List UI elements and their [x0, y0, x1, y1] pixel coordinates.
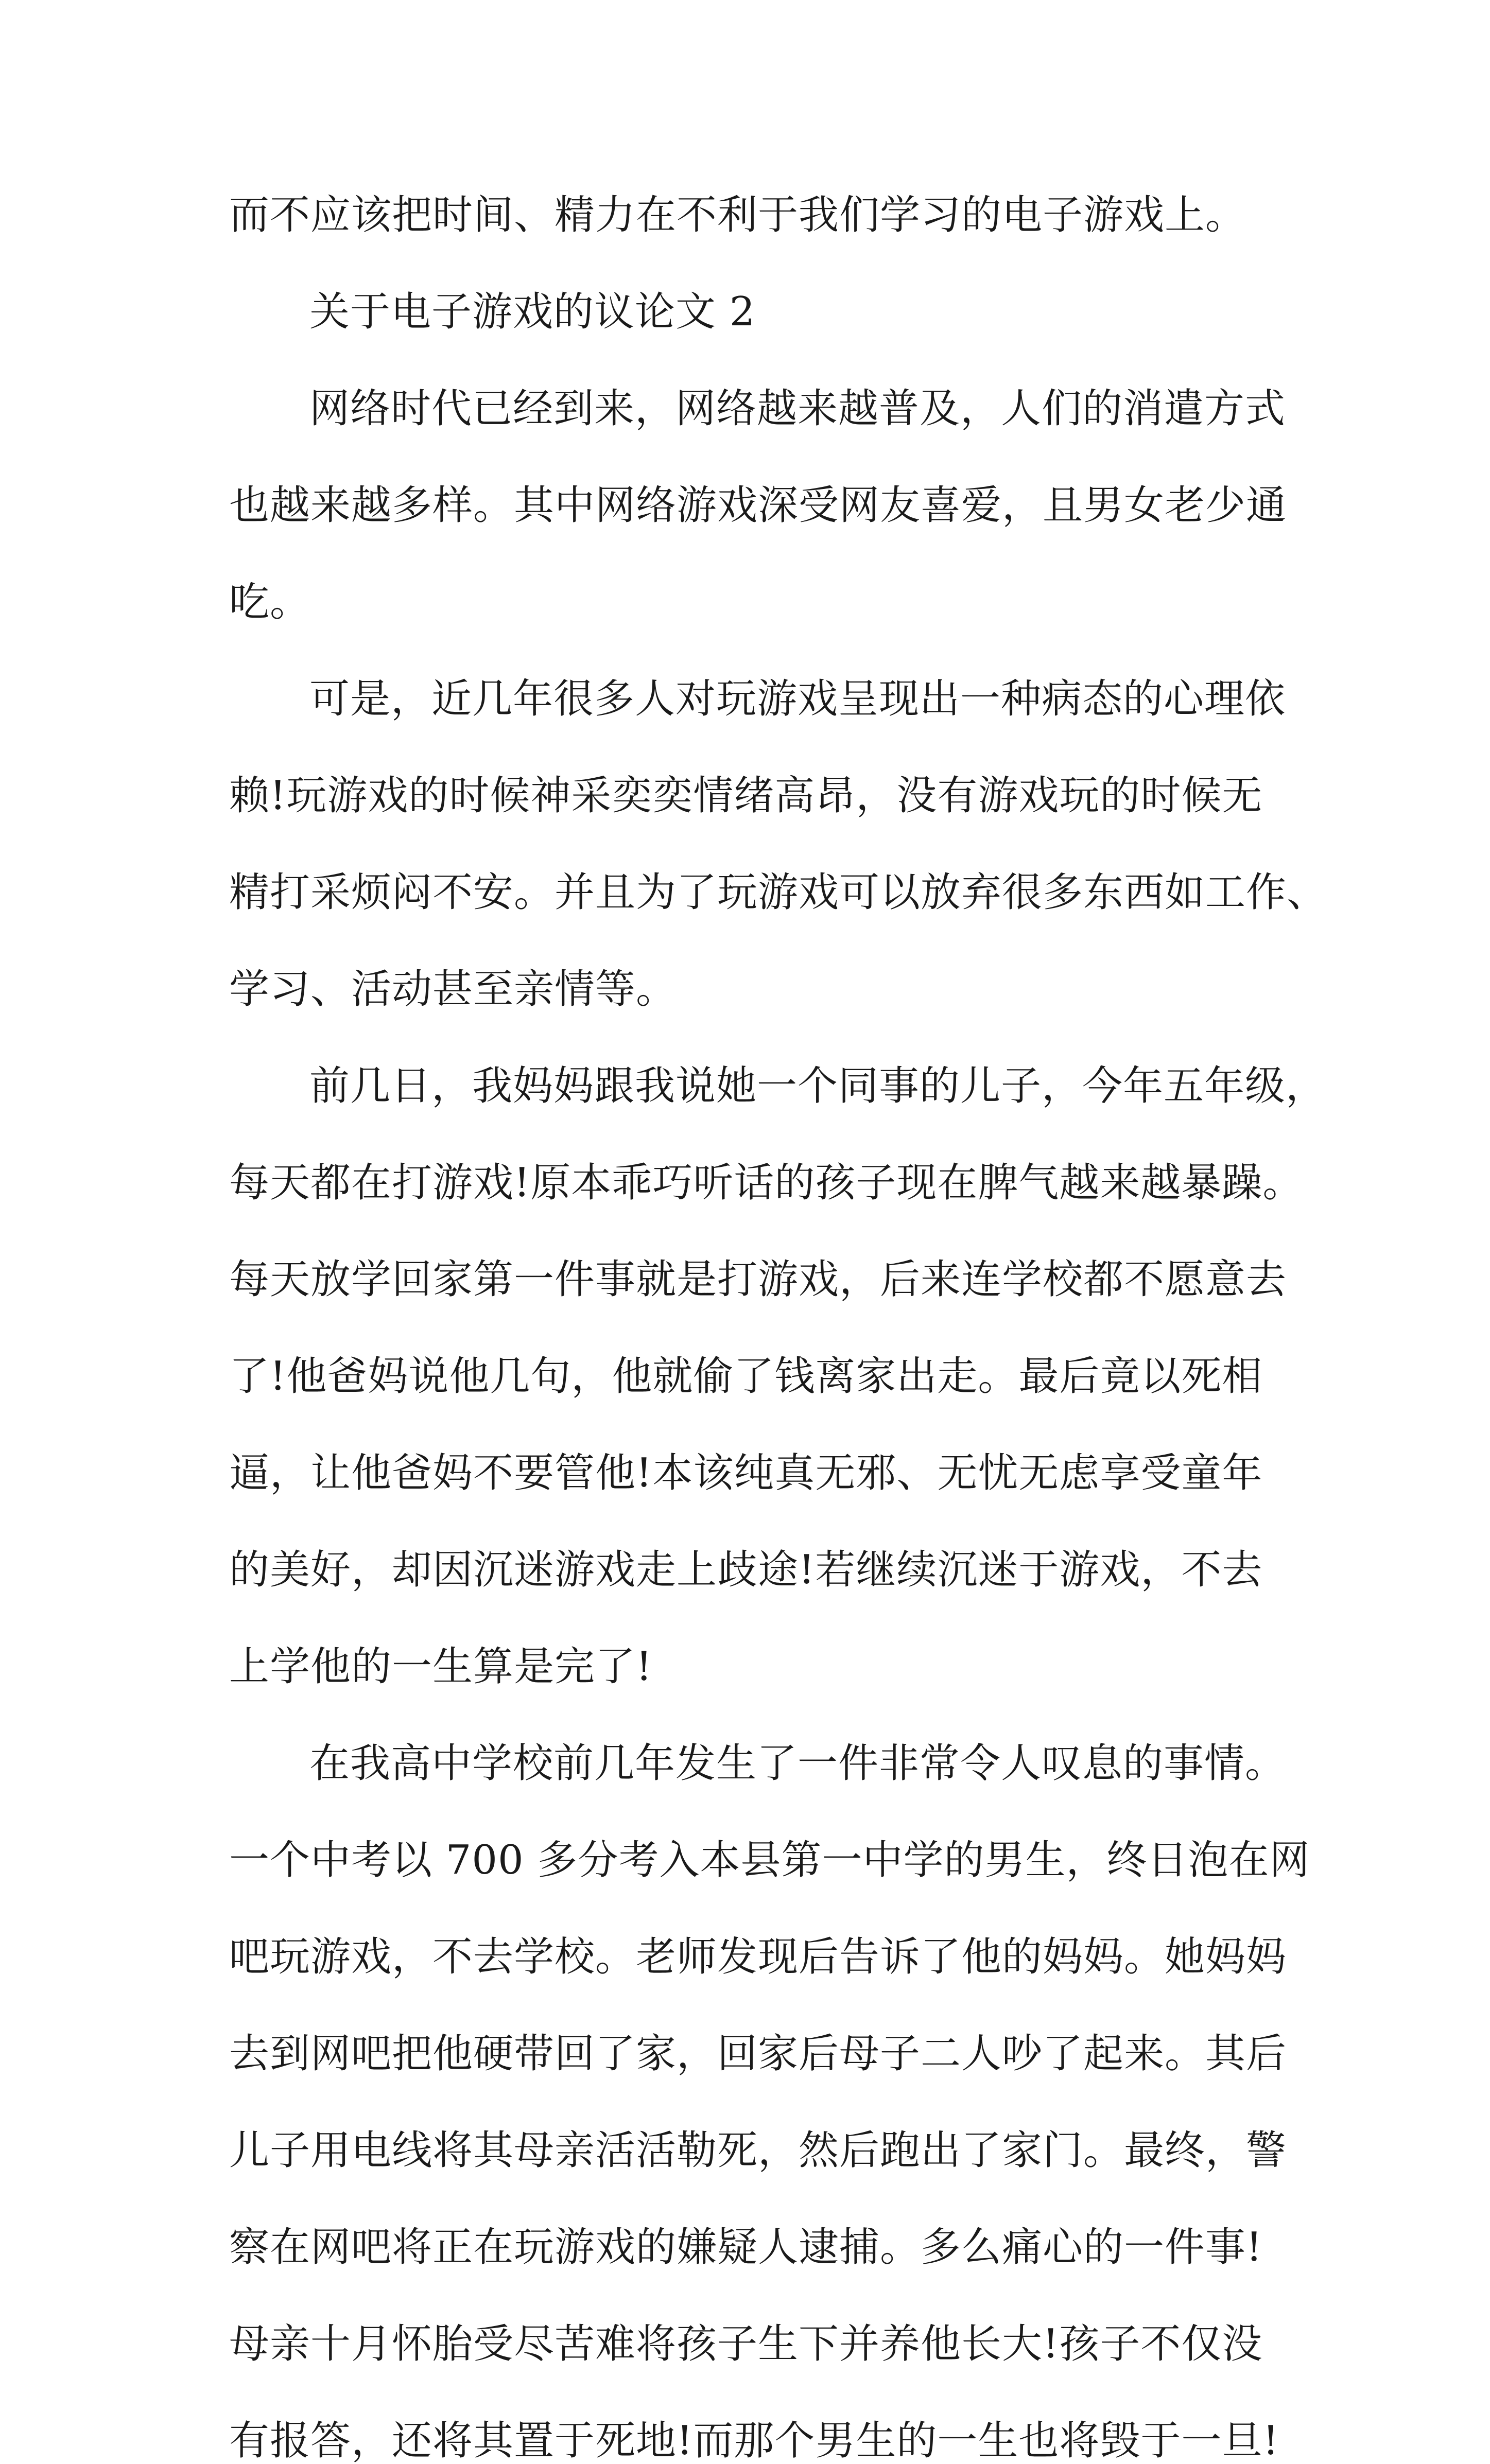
text-line: 上学他的一生算是完了!: [229, 1644, 653, 1690]
text-line: 一个中考以 700 多分考入本县第一中学的男生，终日泡在网: [229, 1837, 1310, 1883]
text-line: 有报答，还将其置于死地!而那个男生的一生也将毁于一旦!: [229, 2418, 1279, 2464]
text-line: 学习、活动甚至亲情等。: [229, 966, 677, 1012]
text-line: 逼，让他爸妈不要管他!本该纯真无邪、无忧无虑享受童年: [229, 1450, 1263, 1496]
text-line: 了!他爸妈说他几句，他就偷了钱离家出走。最后竟以死相: [229, 1353, 1263, 1400]
text-line: 前几日，我妈妈跟我说她一个同事的儿子，今年五年级，: [309, 1063, 1327, 1109]
text-line: 吧玩游戏，不去学校。老师发现后告诉了他的妈妈。她妈妈: [229, 1934, 1287, 1980]
text-line: 每天都在打游戏!原本乖巧听话的孩子现在脾气越来越暴躁。: [229, 1160, 1304, 1206]
text-line: 在我高中学校前几年发生了一件非常令人叹息的事情。: [309, 1740, 1286, 1787]
text-line: 去到网吧把他硬带回了家，回家后母子二人吵了起来。其后: [229, 2031, 1287, 2077]
section-title: 关于电子游戏的议论文 2: [309, 289, 756, 335]
text-line: 的美好，却因沉迷游戏走上歧途!若继续沉迷于游戏，不去: [229, 1547, 1263, 1593]
text-line: 可是，近几年很多人对玩游戏呈现出一种病态的心理依: [309, 676, 1286, 722]
text-line: 也越来越多样。其中网络游戏深受网友喜爱，且男女老少通: [229, 482, 1287, 529]
text-line: 精打采烦闷不安。并且为了玩游戏可以放弃很多东西如工作、: [229, 869, 1328, 916]
text-line: 网络时代已经到来，网络越来越普及，人们的消遣方式: [309, 386, 1286, 432]
text-line: 每天放学回家第一件事就是打游戏，后来连学校都不愿意去: [229, 1256, 1287, 1303]
text-line: 母亲十月怀胎受尽苦难将孩子生下并养他长大!孩子不仅没: [229, 2321, 1263, 2367]
text-line: 赖!玩游戏的时候神采奕奕情绪高昂，没有游戏玩的时候无: [229, 773, 1263, 819]
text-line: 吃。: [229, 579, 311, 625]
document-body: [229, 192, 1328, 2464]
text-line: 儿子用电线将其母亲活活勒死，然后跑出了家门。最终，警: [229, 2127, 1287, 2174]
text-line: 而不应该把时间、精力在不利于我们学习的电子游戏上。: [229, 192, 1246, 238]
text-line: 察在网吧将正在玩游戏的嫌疑人逮捕。多么痛心的一件事!: [229, 2224, 1263, 2270]
